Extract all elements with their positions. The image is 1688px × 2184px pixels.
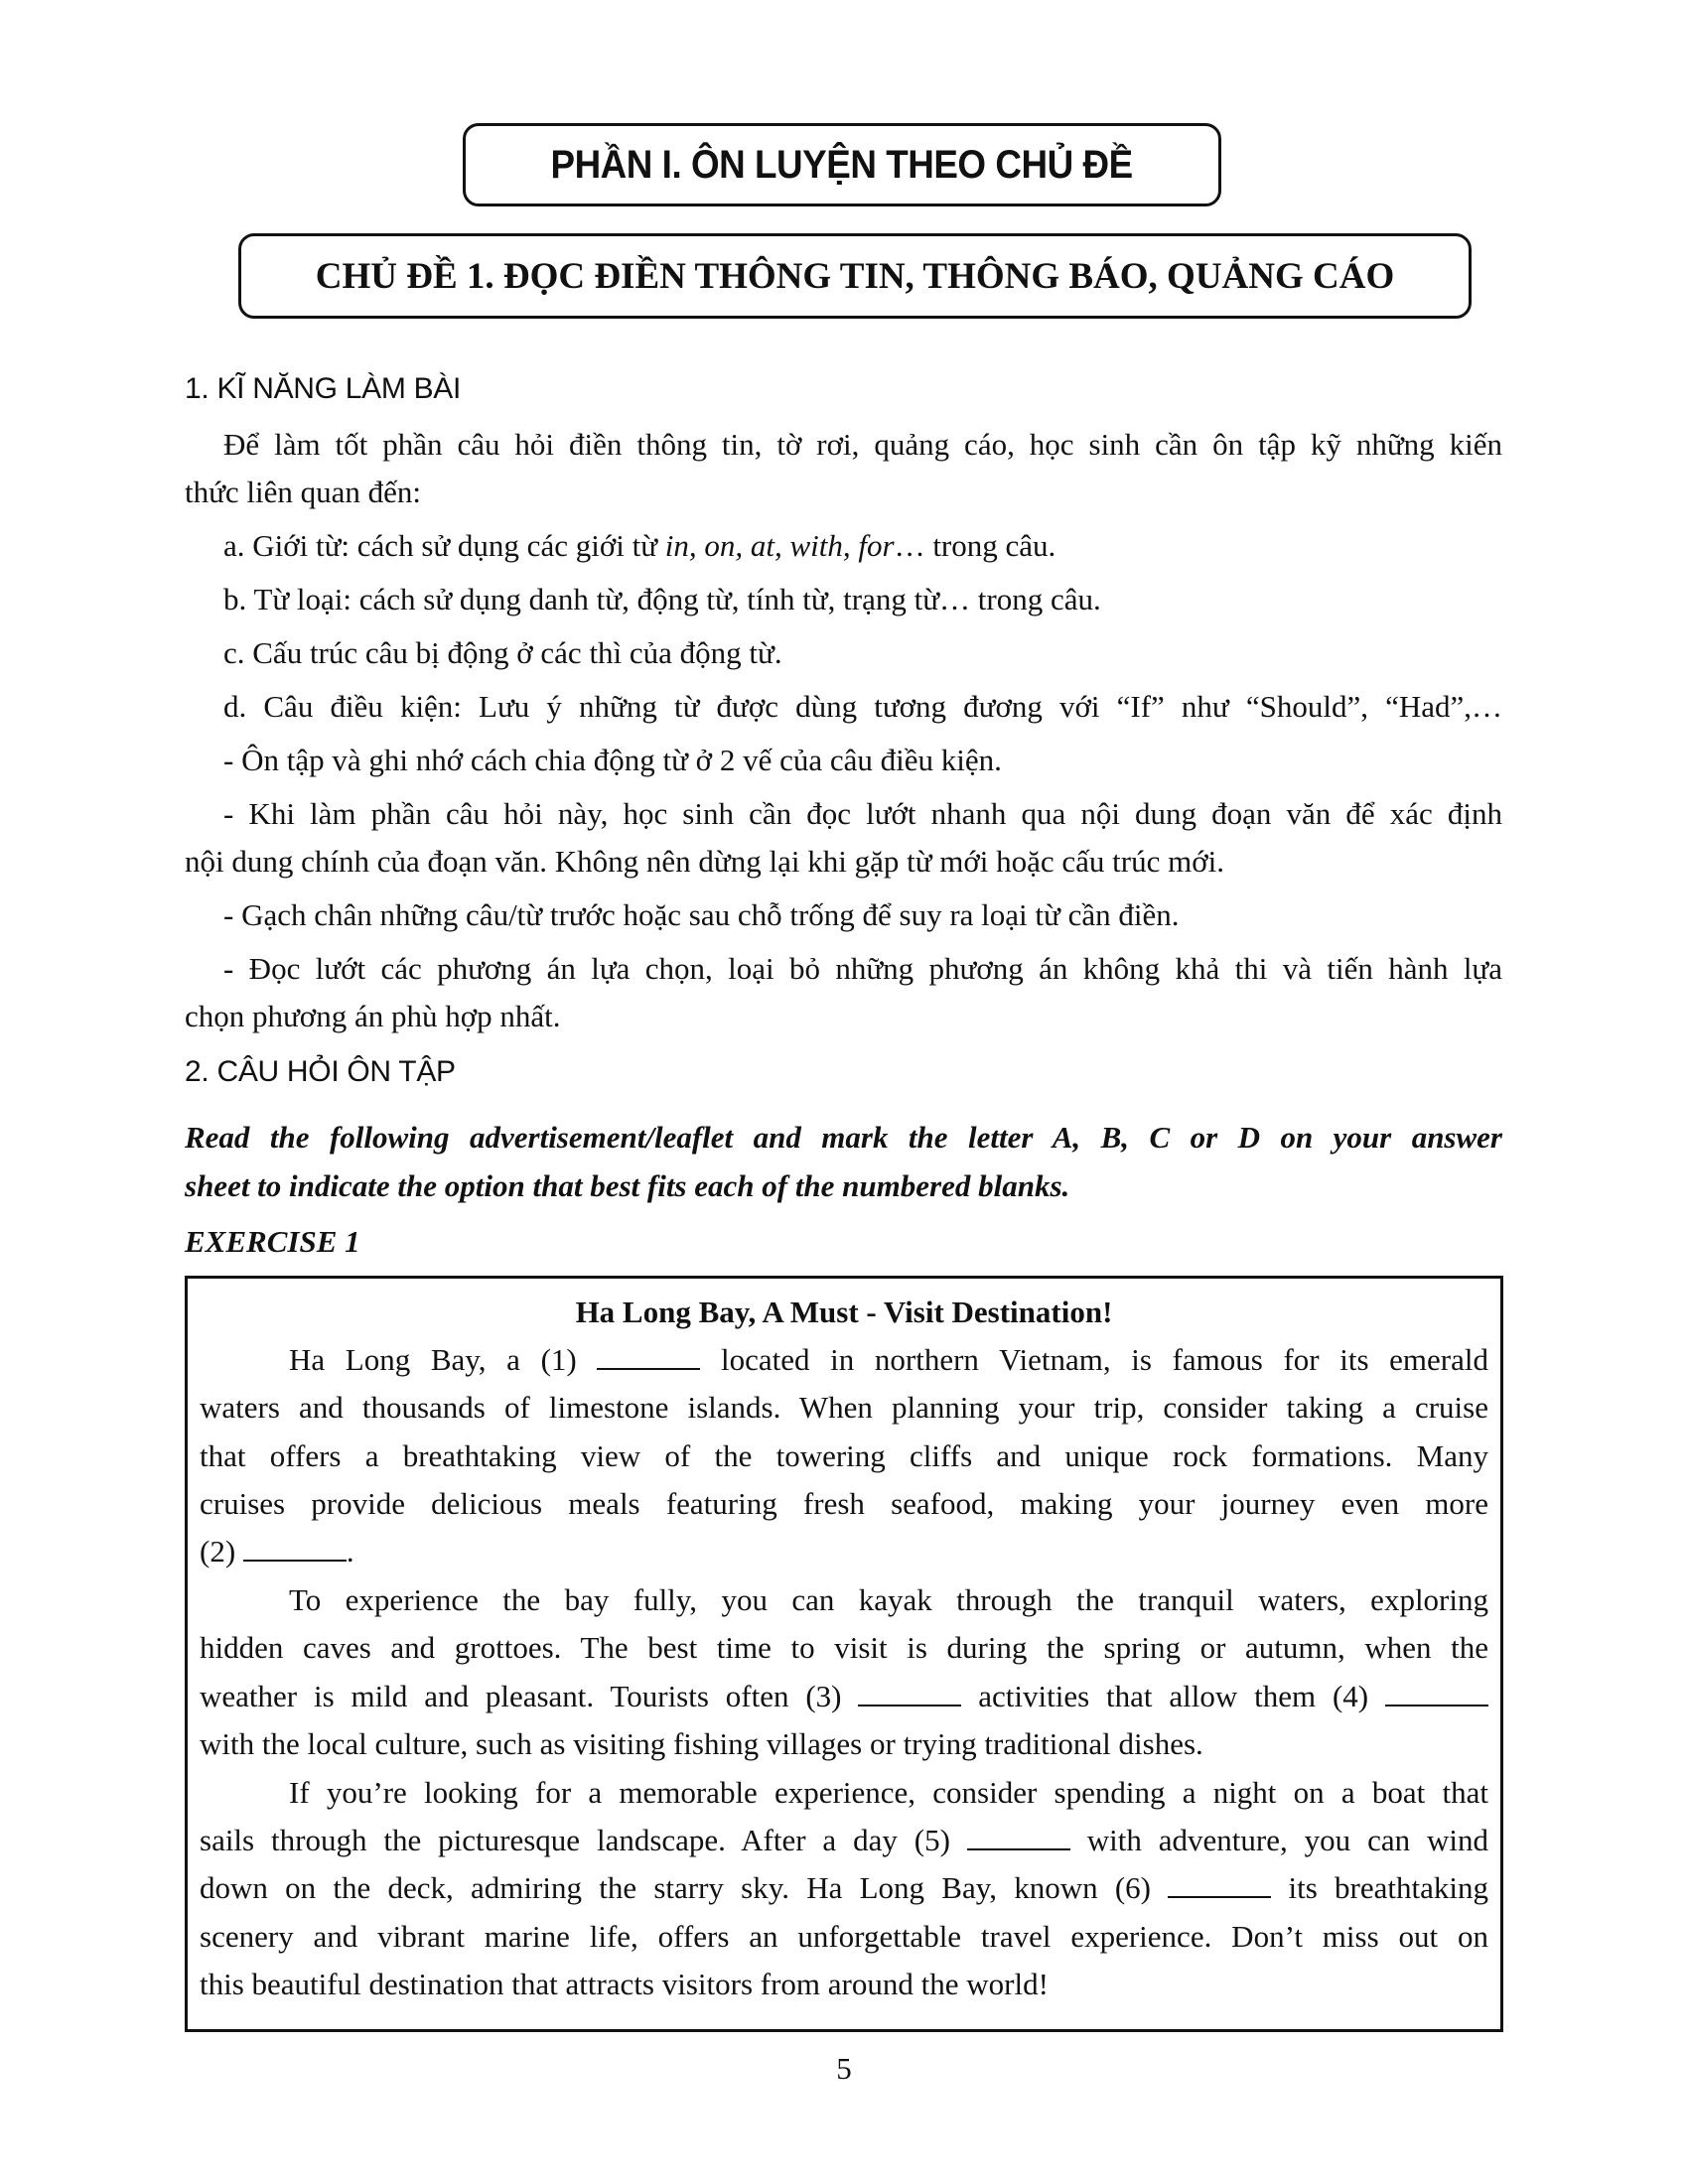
tip-4-line-2: chọn phương án phù hợp nhất. [185, 999, 561, 1033]
passage-line-10: If you’re looking for a memorable experience, consider spending a night on a boat that [289, 1775, 1488, 1810]
tip-2-line-2: nội dung chính của đoạn văn. Không nên dừng lại khi gặp từ mới hoặc cấu trúc mới. [185, 844, 1224, 879]
passage-line-2: waters and thousands of limestone islands. When planning your trip, consider taking a cruise [200, 1390, 1488, 1425]
blank-5 [967, 1823, 1070, 1850]
passage-text: weather is mild and pleasant. Tourists often (3) [200, 1679, 859, 1713]
passage-line-12 [200, 1868, 1488, 1908]
passage-line-8 [200, 1677, 1488, 1716]
exercise-label: EXERCISE 1 [185, 1224, 360, 1259]
passage-text: sails through the picturesque landscape. After a day (5) [200, 1823, 967, 1857]
item-a-prepositions: in, on, at, with, for [664, 528, 895, 563]
passage-text: located in northern Vietnam, is famous for its emerald [700, 1342, 1489, 1377]
tip-4-line-1: - Đọc lướt các phương án lựa chọn, loại bỏ những phương án không khả thi và tiến hành lựa [223, 951, 1502, 986]
tip-3: - Gạch chân những câu/từ trước hoặc sau chỗ trống để suy ra loại từ cần điền. [223, 897, 1180, 932]
instruction-line-2: sheet to indicate the option that best fits each of the numbered blanks. [185, 1168, 1070, 1203]
passage-line-3: that offers a breathtaking view of the towering cliffs and unique rock formations. Many [200, 1438, 1488, 1473]
tip-2-line-1: - Khi làm phần câu hỏi này, học sinh cần đọc lướt nhanh qua nội dung đoạn văn để xác định [223, 796, 1502, 831]
part-title: PHẦN I. ÔN LUYỆN THEO CHỦ ĐỀ [550, 142, 1134, 187]
passage-text: Ha Long Bay, a (1) [289, 1342, 598, 1377]
blank-6 [1168, 1870, 1271, 1898]
page-number: 5 [836, 2051, 852, 2086]
passage-line-1 [289, 1340, 1488, 1380]
passage-line-14: this beautiful destination that attracts visitors from around the world! [200, 1967, 1049, 2001]
tip-1: - Ôn tập và ghi nhớ cách chia động từ ở 2 vế của câu điều kiện. [223, 743, 1002, 777]
blank-4 [1385, 1679, 1488, 1706]
passage-text: activities that allow them (4) [961, 1679, 1385, 1713]
passage-text: its breathtaking [1271, 1870, 1488, 1905]
part-title-box [463, 123, 1221, 206]
passage-line-4: cruises provide delicious meals featuring fresh seafood, making your journey even more [200, 1486, 1488, 1521]
passage-line-6: To experience the bay fully, you can kayak through the tranquil waters, exploring [289, 1582, 1488, 1617]
item-c: c. Cấu trúc câu bị động ở các thì của động từ. [223, 635, 782, 670]
passage-text: . [346, 1534, 354, 1569]
topic-title: CHỦ ĐỀ 1. ĐỌC ĐIỀN THÔNG TIN, THÔNG BÁO, QUẢNG CÁO [315, 255, 1395, 297]
intro-line-1: Để làm tốt phần câu hỏi điền thông tin, tờ rơi, quảng cáo, học sinh cần ôn tập kỹ những kiến [223, 427, 1502, 462]
passage-line-7: hidden caves and grottoes. The best time to visit is during the spring or autumn, when the [200, 1630, 1488, 1665]
passage-text: down on the deck, admiring the starry sky. Ha Long Bay, known (6) [200, 1870, 1169, 1905]
section-heading-review-questions: 2. CÂU HỎI ÔN TẬP [185, 1055, 456, 1088]
blank-1 [597, 1342, 700, 1370]
passage-line-13: scenery and vibrant marine life, offers an unforgettable travel experience. Don’t miss out on [200, 1919, 1488, 1954]
blank-2 [243, 1534, 347, 1562]
passage-line-9: with the local culture, such as visiting fishing villages or trying traditional dishes. [200, 1726, 1203, 1761]
blank-3 [858, 1679, 961, 1706]
topic-title-box [238, 233, 1472, 319]
intro-line-2: thức liên quan đến: [185, 475, 422, 509]
passage-line-11 [200, 1821, 1488, 1860]
passage-line-5 [200, 1532, 354, 1571]
item-b: b. Từ loại: cách sử dụng danh từ, động từ, tính từ, trạng từ… trong câu. [223, 582, 1101, 616]
item-a-prefix: a. Giới từ: cách sử dụng các giới từ [223, 528, 665, 563]
instruction-line-1: Read the following advertisement/leaflet and mark the letter A, B, C or D on your answer [185, 1120, 1502, 1155]
section-heading-skills: 1. KĨ NĂNG LÀM BÀI [185, 372, 462, 405]
item-a [223, 526, 1055, 566]
passage-text: (2) [200, 1534, 243, 1569]
item-a-suffix: … trong câu. [894, 528, 1056, 563]
item-d: d. Câu điều kiện: Lưu ý những từ được dùng tương đương với “If” như “Should”, “Had”,… [223, 689, 1502, 724]
passage-text: with adventure, you can wind [1069, 1823, 1488, 1857]
passage-title: Ha Long Bay, A Must - Visit Destination! [575, 1295, 1113, 1329]
